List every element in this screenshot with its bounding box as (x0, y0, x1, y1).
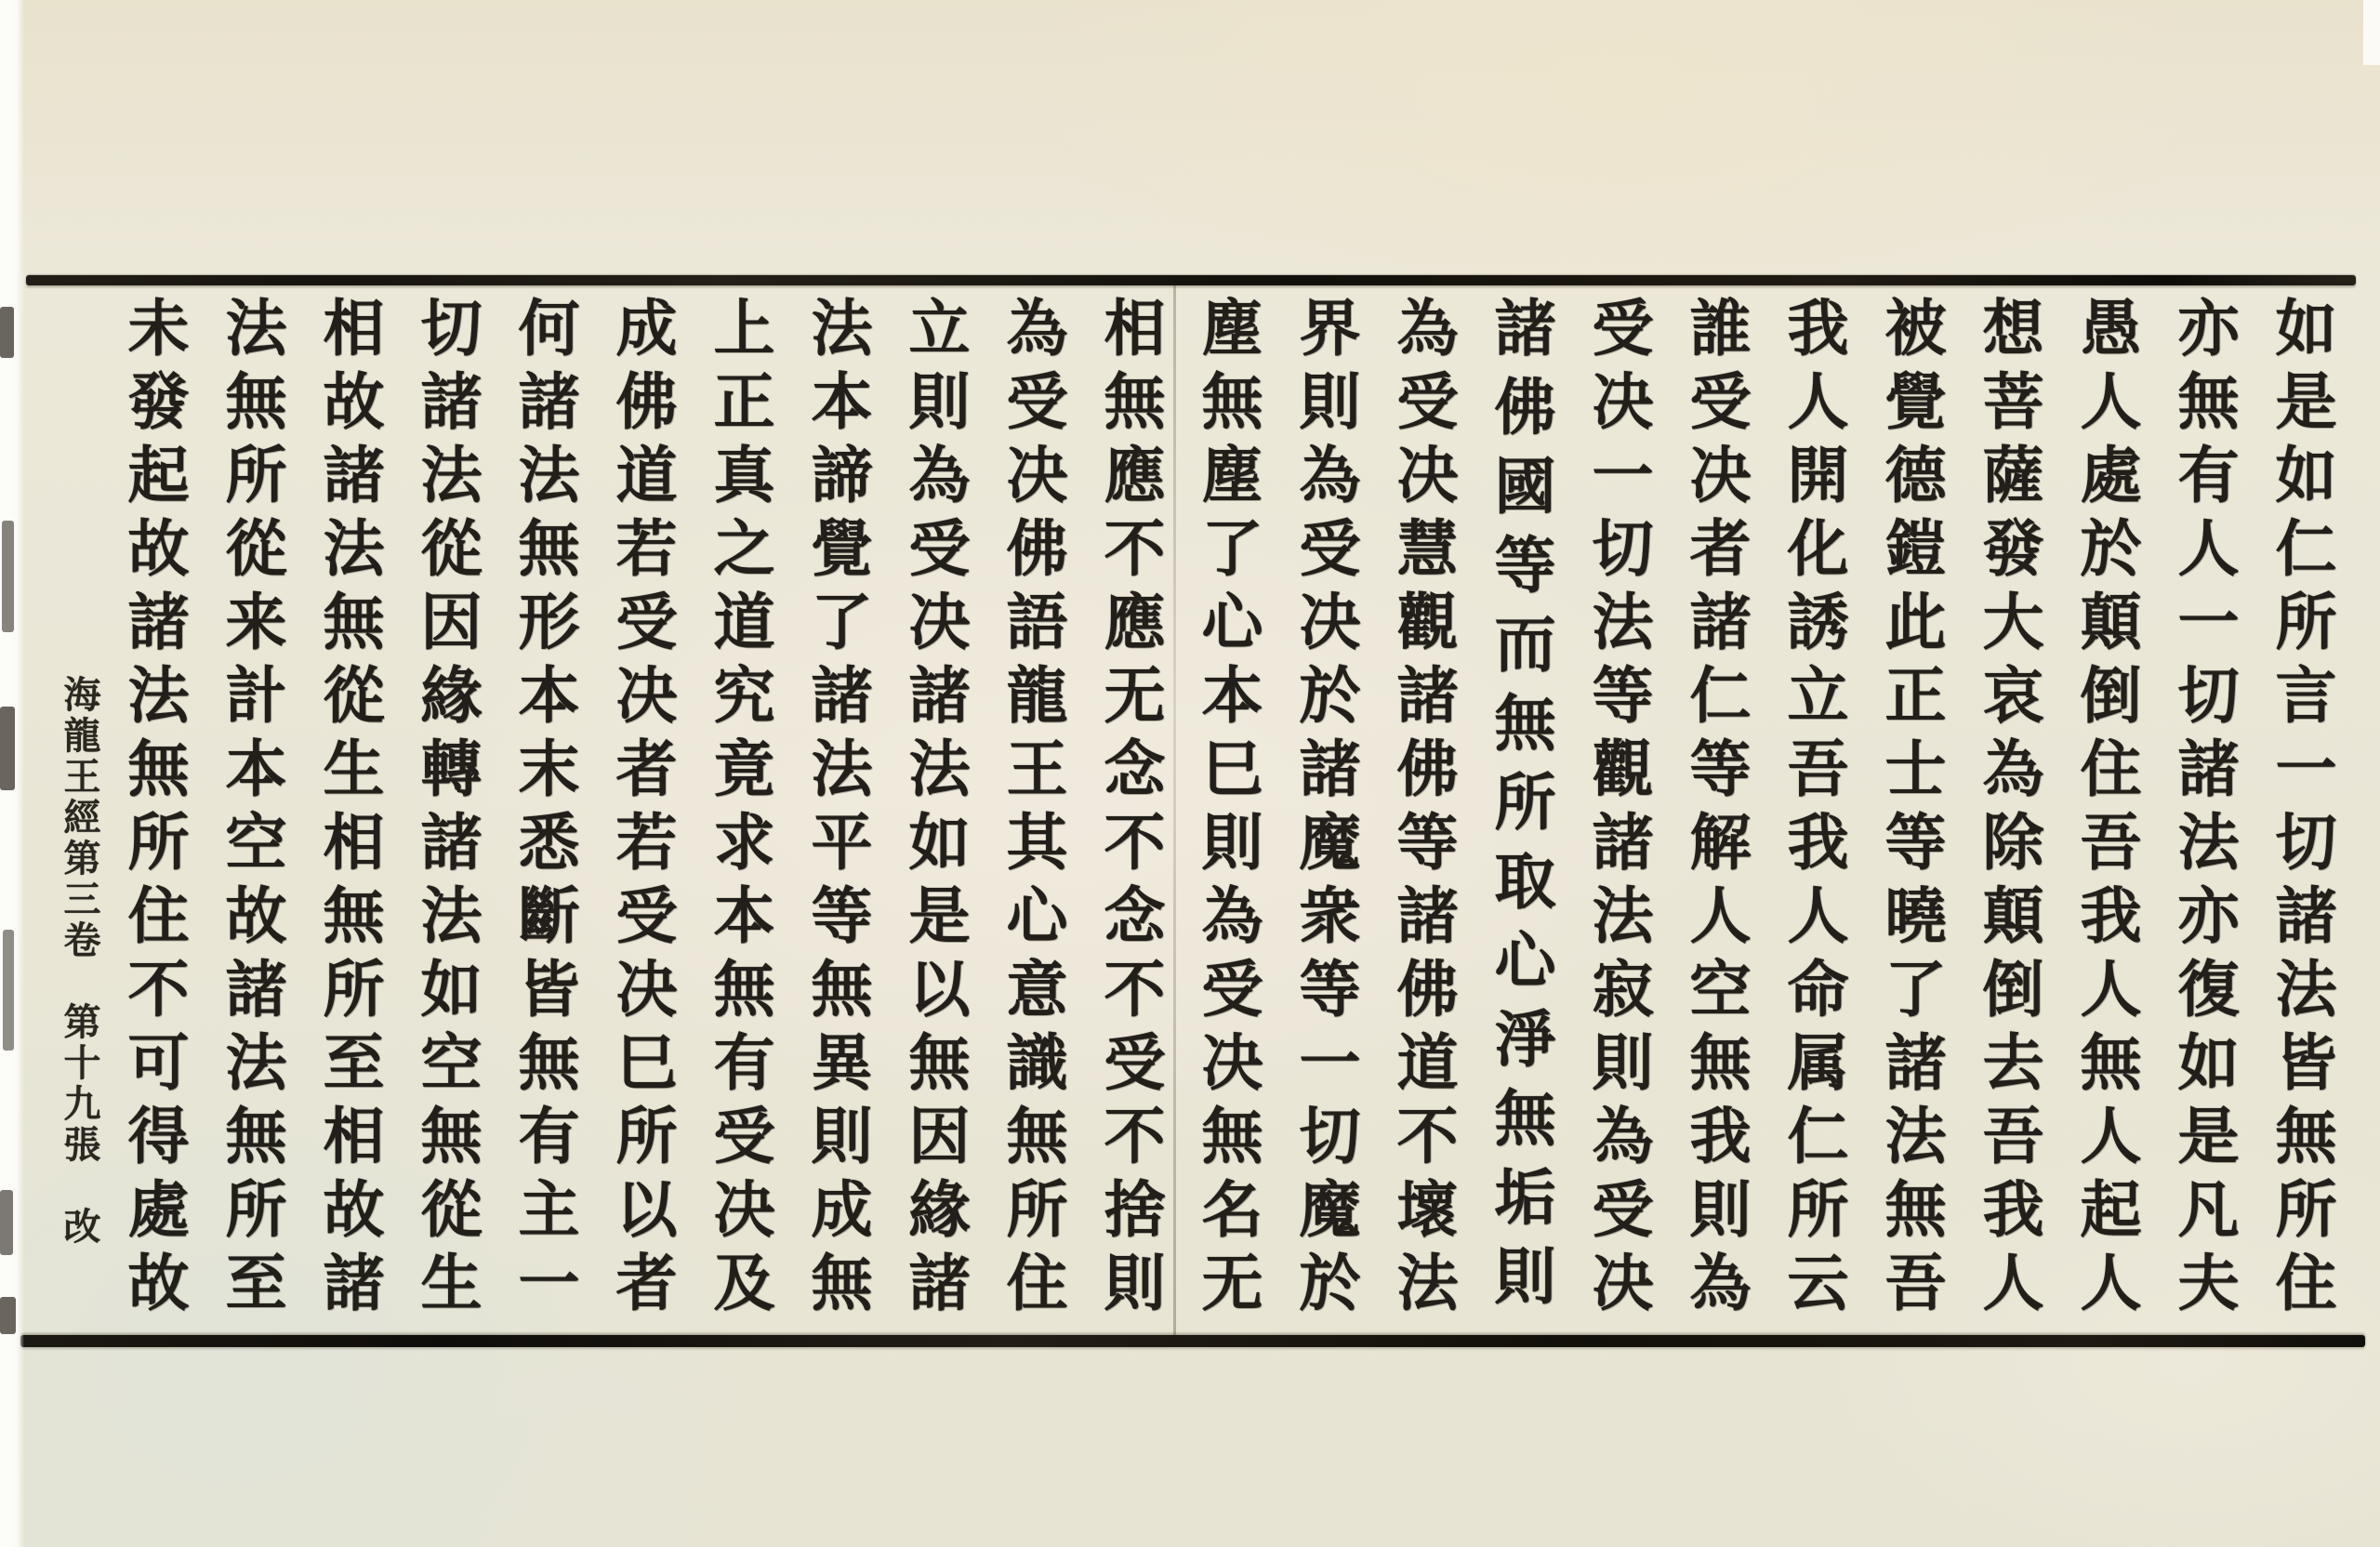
text-column-12: 塵無塵了心本巳則為受决無名无 (1191, 296, 1263, 1324)
text-column-8: 受决一切法等觀諸法寂則為受决 (1581, 296, 1654, 1324)
text-column-23: 未發起故諸法無所住不可得處故 (117, 296, 190, 1324)
scan-edge-ink-mark (0, 1297, 16, 1334)
scan-edge-ink-mark (0, 307, 14, 358)
scan-edge-ink-mark (0, 707, 15, 790)
text-column-10: 為受决慧觀諸佛等諸佛道不壞法 (1386, 296, 1459, 1324)
scan-corner (2363, 0, 2380, 65)
text-column-11: 界則為受决於諸魔衆等一切魔於 (1289, 296, 1361, 1324)
text-column-16: 法本諦覺了諸法平等無異則成無 (800, 296, 873, 1324)
text-column-20: 切諸法從因緣轉諸法如空無從生 (410, 296, 483, 1324)
text-column-14: 為受决佛語龍王其心意識無所住 (996, 296, 1068, 1324)
text-column-15: 立則為受决諸法如是以無因緣諸 (898, 296, 971, 1324)
scan-edge-ink-mark (0, 1190, 13, 1255)
text-column-21: 相故諸法無從生相無所至相故諸 (312, 296, 385, 1324)
text-column-19: 何諸法無形本末悉斷皆無有主一 (508, 296, 580, 1324)
text-column-7: 誰受决者諸仁等解人空無我則為 (1679, 296, 1752, 1324)
text-column-6: 我人開化誘立吾我人命属仁所云 (1777, 296, 1849, 1324)
text-column-5: 被覺德鎧此正士等曉了諸法無吾 (1874, 296, 1947, 1324)
sheet-seam-line (1173, 279, 1176, 1339)
colophon-column: 海龍王經第三卷 第十九張 改 (58, 675, 101, 1248)
text-column-22: 法無所從来計本空故諸法無所至 (215, 296, 287, 1324)
text-column-18: 成佛道若受决者若受决巳所以者 (605, 296, 678, 1324)
text-column-17: 上正真之道究竟求本無有受决及 (703, 296, 775, 1324)
scan-edge-ink-mark (3, 930, 14, 1051)
text-column-3: 愚人處於顛倒住吾我人無人起人 (2069, 296, 2142, 1324)
text-column-9: 諸佛國等而無所取心淨無垢則 (1484, 296, 1556, 1323)
text-column-2: 亦無有人一切諸法亦復如是凡夫 (2167, 296, 2240, 1324)
top-border-rule (26, 275, 2356, 285)
scan-edge-ink-mark (2, 521, 14, 632)
text-column-13: 相無應不應无念不念不受不捨則 (1093, 296, 1166, 1324)
text-column-1: 如是如仁所言一切諸法皆無所住 (2265, 296, 2337, 1324)
text-column-4: 想菩薩發大哀為除顛倒去吾我人 (1972, 296, 2044, 1324)
